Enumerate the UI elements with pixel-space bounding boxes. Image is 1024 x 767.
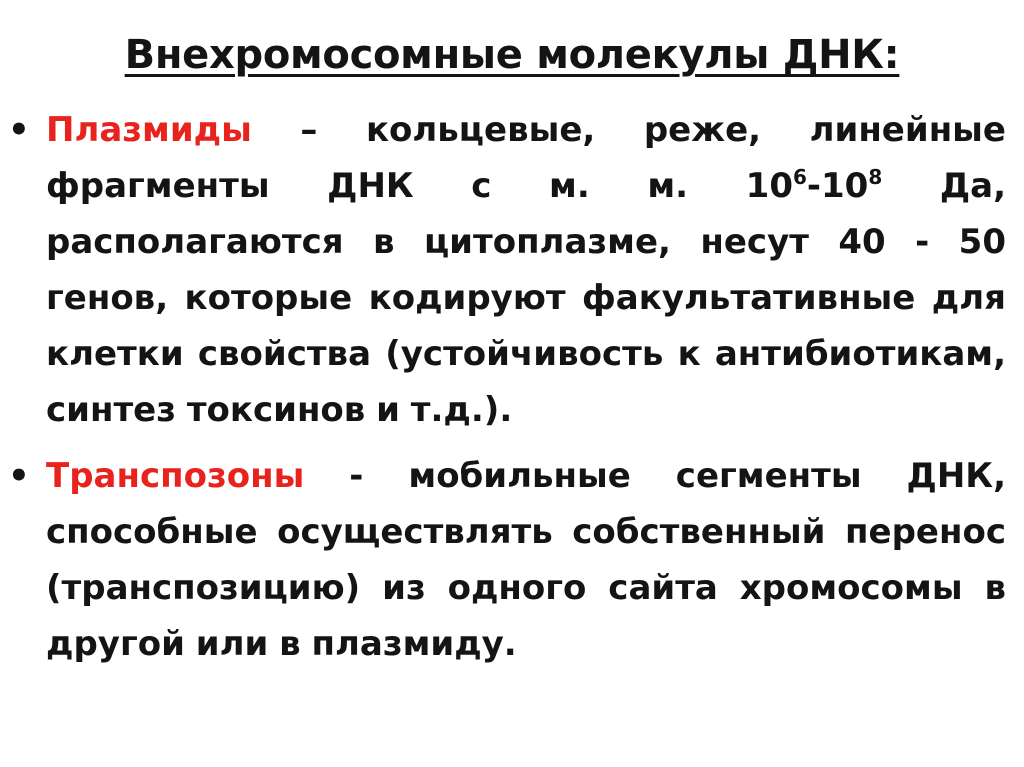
bullet-dot-icon: • <box>8 456 30 496</box>
bullet-item-plasmids <box>0 102 1024 438</box>
bullet-list <box>0 102 1024 682</box>
slide-title: Внехромосомные молекулы ДНК: <box>124 32 900 78</box>
bullet-text <box>46 448 1006 672</box>
bullet-text <box>46 102 1006 438</box>
plasmids-description-part-1: – кольцевые, реже, линейные фрагменты ДНК с м. м. 10 <box>46 110 1006 206</box>
bullet-dot-icon: • <box>8 110 30 150</box>
term-transposons: Транспозоны <box>46 456 305 496</box>
plasmids-description-part-3: Да, располагаются в цитоплазме, несут 40 - 50 генов, которые кодируют факультативные для клетки свойства (устойчивость к антибиотикам, синтез токсинов и т.д.). <box>46 166 1007 430</box>
exponent-6: 6 <box>792 165 807 189</box>
plasmids-description-part-2: -10 <box>806 166 869 206</box>
term-plasmids: Плазмиды <box>46 110 252 150</box>
transposons-description: - мобильные сегменты ДНК, способные осуществлять собственный перенос (транспозицию) из одного сайта хромосомы в другой или в плазмиду. <box>46 456 1006 664</box>
bullet-item-transposons <box>0 448 1024 672</box>
exponent-8: 8 <box>868 165 883 189</box>
